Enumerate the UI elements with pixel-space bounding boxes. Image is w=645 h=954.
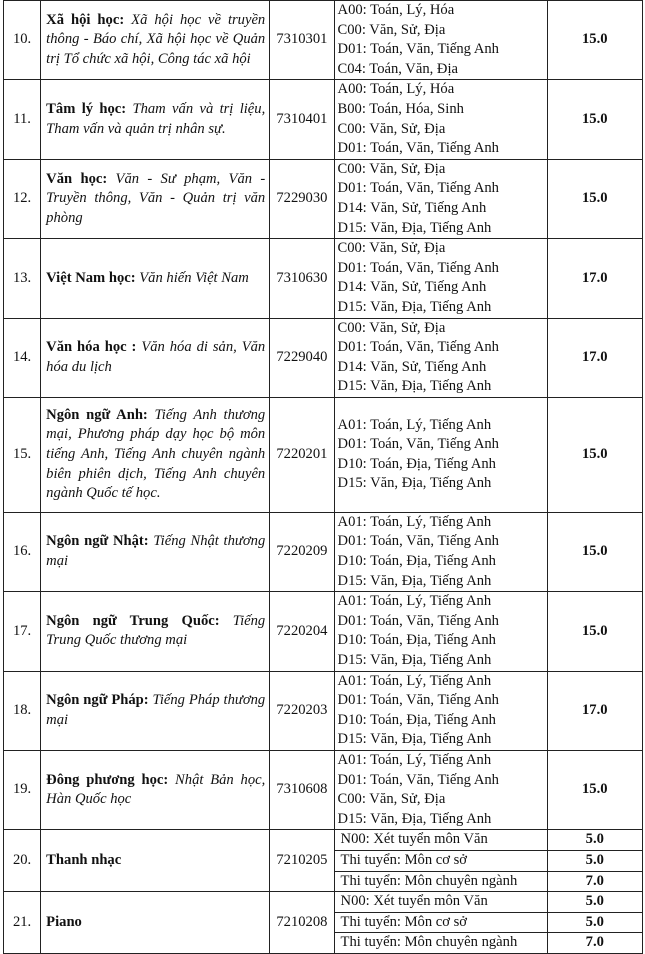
benchmark-score: 17.0 [547,318,642,397]
benchmark-score: 17.0 [547,671,642,750]
benchmark-score: 15.0 [547,751,642,830]
table-row [4,80,643,159]
major-specializations: Tiếng Pháp thương mại [46,692,266,728]
combination: D01: Toán, Văn, Tiếng Anh [337,259,499,276]
major-cell [41,239,270,318]
major-code: 7310608 [270,751,334,830]
major-name: Đông phương học: [46,771,169,788]
table-row [4,159,643,238]
benchmark-score: 15.0 [547,397,642,512]
major-code: 7310301 [270,1,334,80]
table-row [4,671,643,750]
major-name: Ngôn ngữ Nhật: [46,533,149,550]
major-specializations: Văn hóa di sản, Văn hóa du lịch [46,339,266,375]
major-specializations: Tham vấn và trị liệu, Tham vấn và quản trị nhân sự. [46,100,266,137]
combination: A00: Toán, Lý, Hóa [337,2,455,18]
benchmark-score: 15.0 [547,159,642,238]
major-code: 7220201 [270,397,334,512]
combination: D10: Toán, Địa, Tiếng Anh [337,455,496,472]
combination: D14: Văn, Sử, Tiếng Anh [337,279,487,296]
benchmark-score: 7.0 [547,933,642,954]
combination: C00: Văn, Sử, Địa [337,160,446,177]
combination: D14: Văn, Sử, Tiếng Anh [337,358,487,375]
combination: D01: Toán, Văn, Tiếng Anh [337,612,499,629]
combination: Thi tuyển: Môn chuyên ngành [334,933,547,954]
major-name: Ngôn ngữ Trung Quốc: [46,612,220,629]
major-cell [41,159,270,238]
major-name: Piano [46,913,82,930]
row-number: 19. [4,751,41,830]
major-code: 7229030 [270,159,334,238]
row-number: 16. [4,512,41,591]
row-number: 21. [4,892,41,954]
major-code: 7220203 [270,671,334,750]
major-specializations: Văn hiến Việt Nam [135,269,249,286]
major-code: 7220204 [270,592,334,671]
major-name: Ngôn ngữ Pháp: [46,692,149,709]
major-code: 7229040 [270,318,334,397]
combination: A01: Toán, Lý, Tiếng Anh [337,752,492,768]
combination: D01: Toán, Văn, Tiếng Anh [337,180,499,197]
combination: D01: Toán, Văn, Tiếng Anh [337,140,499,157]
combination: Thi tuyển: Môn chuyên ngành [334,871,547,892]
major-name: Xã hội học: [46,11,125,28]
combination: D10: Toán, Địa, Tiếng Anh [337,553,496,570]
major-specializations: Tiếng Trung Quốc thương mại [46,612,266,649]
major-cell [41,512,270,591]
combination: A01: Toán, Lý, Tiếng Anh [337,416,492,433]
combination: C00: Văn, Sử, Địa [337,21,446,38]
major-code: 7210208 [270,892,334,954]
combination: D15: Văn, Địa, Tiếng Anh [337,810,492,827]
table-row [4,512,643,591]
table-row [4,397,643,512]
major-specializations: Xã hội học về truyền thông - Báo chí, Xã hội học về Quản trị Tổ chức xã hội, Công tác xã hội [46,11,266,67]
major-code: 7310401 [270,80,334,159]
combination: D15: Văn, Địa, Tiếng Anh [337,298,492,315]
benchmark-score: 5.0 [547,912,642,933]
benchmark-score: 5.0 [547,850,642,871]
combination: D10: Toán, Địa, Tiếng Anh [337,632,496,649]
combination: C00: Văn, Sử, Địa [337,240,446,257]
combination: Thi tuyển: Môn cơ sở [334,912,547,933]
row-number: 13. [4,239,41,318]
combination: C00: Văn, Sử, Địa [337,319,446,336]
combination: D01: Toán, Văn, Tiếng Anh [337,339,499,356]
row-number: 17. [4,592,41,671]
major-code: 7220209 [270,512,334,591]
combination: Thi tuyển: Môn cơ sở [334,850,547,871]
major-cell [41,318,270,397]
row-number: 10. [4,1,41,80]
combination: D15: Văn, Địa, Tiếng Anh [337,378,492,395]
major-name: Thanh nhạc [46,851,122,868]
table-row [4,892,643,913]
table-row [4,1,643,80]
combination: D01: Toán, Văn, Tiếng Anh [337,41,499,58]
major-specializations: Nhật Bản học, Hàn Quốc học [46,771,266,808]
major-specializations: Tiếng Nhật thương mại [46,533,266,570]
row-number: 20. [4,830,41,892]
combination: B00: Toán, Hóa, Sinh [337,100,464,117]
combination: A01: Toán, Lý, Tiếng Anh [337,593,492,610]
major-cell [41,397,270,512]
major-cell [41,892,270,954]
major-specializations: Văn - Sư phạm, Văn - Truyền thông, Văn - Quản trị văn phòng [46,170,266,226]
table-body [4,1,643,954]
combination: N00: Xét tuyển môn Văn [334,892,547,913]
major-cell [41,80,270,159]
combination: D01: Toán, Văn, Tiếng Anh [337,533,499,550]
subject-combinations [334,751,547,830]
benchmark-score: 7.0 [547,871,642,892]
combination: C04: Toán, Văn, Địa [337,60,458,77]
benchmark-score: 5.0 [547,892,642,913]
row-number: 12. [4,159,41,238]
combination: N00: Xét tuyển môn Văn [334,830,547,851]
subject-combinations [334,397,547,512]
subject-combinations [334,80,547,159]
table-row [4,318,643,397]
major-code: 7310630 [270,239,334,318]
benchmark-score: 17.0 [547,239,642,318]
major-cell [41,830,270,892]
major-name: Ngôn ngữ Anh: [46,406,148,423]
subject-combinations [334,159,547,238]
combination: D15: Văn, Địa, Tiếng Anh [337,652,492,669]
major-cell [41,751,270,830]
major-cell [41,671,270,750]
benchmark-score: 15.0 [547,80,642,159]
benchmark-score: 15.0 [547,1,642,80]
combination: C00: Văn, Sử, Địa [337,120,446,137]
row-number: 14. [4,318,41,397]
table-row [4,830,643,851]
subject-combinations [334,318,547,397]
row-number: 18. [4,671,41,750]
subject-combinations [334,592,547,671]
combination: A01: Toán, Lý, Tiếng Anh [337,672,492,689]
combination: A01: Toán, Lý, Tiếng Anh [337,513,492,530]
major-name: Văn học: [46,170,108,187]
subject-combinations [334,239,547,318]
combination: D15: Văn, Địa, Tiếng Anh [337,572,492,589]
table-row [4,592,643,671]
major-cell [41,592,270,671]
combination: D14: Văn, Sử, Tiếng Anh [337,199,487,216]
combination: A00: Toán, Lý, Hóa [337,81,455,98]
major-name: Tâm lý học: [46,100,127,117]
subject-combinations [334,512,547,591]
combination: D01: Toán, Văn, Tiếng Anh [337,692,499,709]
admission-scores-table [3,0,643,954]
subject-combinations [334,1,547,80]
benchmark-score: 15.0 [547,592,642,671]
combination: D01: Toán, Văn, Tiếng Anh [337,771,499,788]
subject-combinations [334,671,547,750]
row-number: 15. [4,397,41,512]
combination: C00: Văn, Sử, Địa [337,791,446,808]
major-specializations: Tiếng Anh thương mại, Phương pháp dạy học bộ môn tiếng Anh, Tiếng Anh chuyên ngành biên phiên dịch, Tiếng Anh chuyên ngành Quốc tế học. [46,406,266,502]
combination: D15: Văn, Địa, Tiếng Anh [337,219,492,236]
combination: D10: Toán, Địa, Tiếng Anh [337,711,496,728]
combination: D15: Văn, Địa, Tiếng Anh [337,731,492,748]
benchmark-score: 15.0 [547,512,642,591]
table-row [4,239,643,318]
benchmark-score: 5.0 [547,830,642,851]
table-row [4,751,643,830]
major-code: 7210205 [270,830,334,892]
row-number: 11. [4,80,41,159]
combination: D15: Văn, Địa, Tiếng Anh [337,475,492,492]
major-name: Việt Nam học: [46,269,136,286]
major-name: Văn hóa học : [46,339,137,356]
combination: D01: Toán, Văn, Tiếng Anh [337,436,499,453]
major-cell [41,1,270,80]
